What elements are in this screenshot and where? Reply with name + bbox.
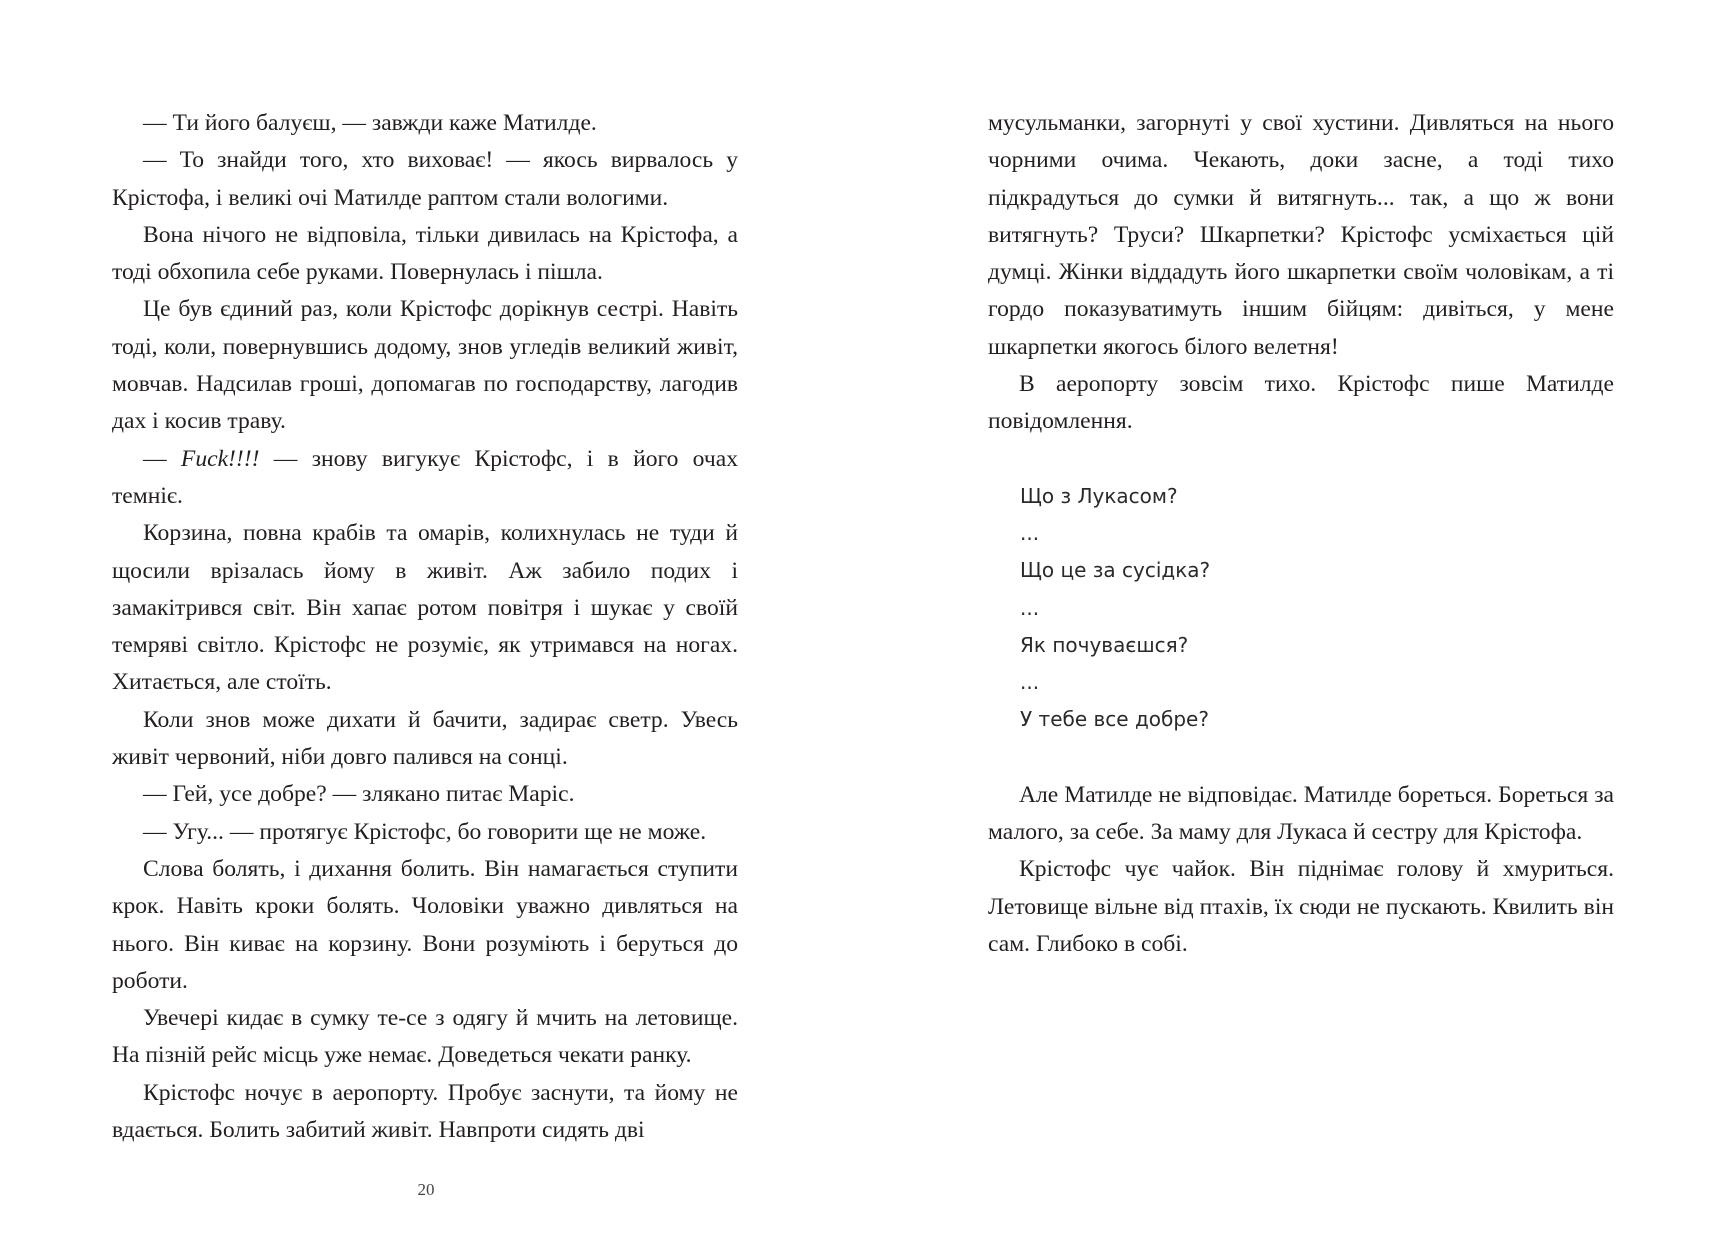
paragraph: Коли знов може дихати й бачити, задирає светр. Увесь живіт червоний, ніби довго палився на сонці.	[112, 706, 738, 771]
right-page	[856, 0, 1712, 1258]
paragraph-rest: — знову вигукує Крістофс, і в його очах темніє.	[112, 445, 738, 509]
paragraph: — Угу... — протягує Крістофс, бо говорити ще не може.	[143, 818, 707, 845]
right-page-text	[988, 105, 1614, 963]
message-ellipsis: ...	[1020, 520, 1040, 545]
message-ellipsis: ...	[1020, 595, 1040, 620]
message-line: Що з Лукасом?	[1020, 483, 1178, 508]
message-line: У тебе все добре?	[1020, 707, 1209, 732]
paragraph: Увечері кидає в сумку те-се з одягу й мчить на летовище. На пізній рейс місць уже немає. Доведеться чекати ранку.	[112, 1005, 738, 1069]
paragraph	[112, 441, 738, 516]
text-messages	[988, 478, 1614, 739]
paragraph: Це був єдиний раз, коли Крістофс дорікнув сестрі. Навіть тоді, коли, повернувшись додому, знов угледів великий живіт, мовчав. Надсилав гроші, допомагав по господарству, лагодив дах і косив траву.	[112, 296, 738, 435]
paragraph: — Гей, усе добре? — злякано питає Маріс.	[143, 781, 575, 808]
paragraph: Крістофс ночує в аеропорту. Пробує заснути, та йому не вдається. Болить забитий живіт. Навпроти сидять дві	[112, 1079, 738, 1144]
message-line: Як почуваєшся?	[1020, 632, 1189, 657]
paragraph: — То знайди того, хто виховає! — якось вирвалось у Крістофа, і великі очі Матилде раптом стали вологими.	[112, 147, 738, 211]
exclamation-italic: Fuck!!!!	[180, 445, 260, 472]
paragraph: Крістофс чує чайок. Він піднімає голову й хмуриться. Летовище вільне від птахів, їх сюди не пускають. Квилить він сам. Глибоко в собі.	[988, 856, 1614, 957]
paragraph: Слова болять, і дихання болить. Він намагається ступити крок. Навіть кроки болять. Чоловіки уважно дивляться на нього. Він киває на корзину. Вони розуміють і беруться до роботи.	[112, 855, 738, 994]
page-number: 20	[417, 1180, 435, 1199]
paragraph: Але Матилде не відповідає. Матилде бореться. Бореться за малого, за себе. За маму для Лукаса й сестру для Крістофа.	[988, 781, 1614, 846]
left-page-text	[112, 105, 738, 1149]
paragraph: В аеропорту зовсім тихо. Крістофс пише Матилде повідомлення.	[988, 371, 1614, 435]
left-page	[0, 0, 856, 1258]
paragraph-continued: мусульманки, загорнуті у свої хустини. Дивляться на нього чорними очима. Чекають, доки засне, а тоді тихо підкрадуться до сумки й витягнуть... так, а що ж вони витягнуть? Труси? Шкарпетки? Крістофс усміхається цій думці. Жінки віддадуть його шкарпетки своїм чоловікам, а ті гордо показуватимуть іншим бійцям: дивіться, у мене шкарпетки якогось білого велетня!	[988, 110, 1614, 360]
dash: —	[143, 445, 181, 472]
paragraph: — Ти його балуєш, — завжди каже Матилде.	[143, 110, 597, 136]
message-line: Що це за сусідка?	[1020, 558, 1211, 583]
paragraph: Вона нічого не відповіла, тільки дивилась на Крістофа, а тоді обхопила себе руками. Повернулась і пішла.	[112, 221, 738, 286]
paragraph: Корзина, повна крабів та омарів, колихнулась не туди й щосили врізалась йому в живіт. Аж забило подих і замакітрився світ. Він хапає ротом повітря і шукає у своїй темряві світло. Крістофс не розуміє, як утримався на ногах. Хитається, але стоїть.	[112, 520, 738, 696]
message-ellipsis: ...	[1020, 670, 1040, 695]
